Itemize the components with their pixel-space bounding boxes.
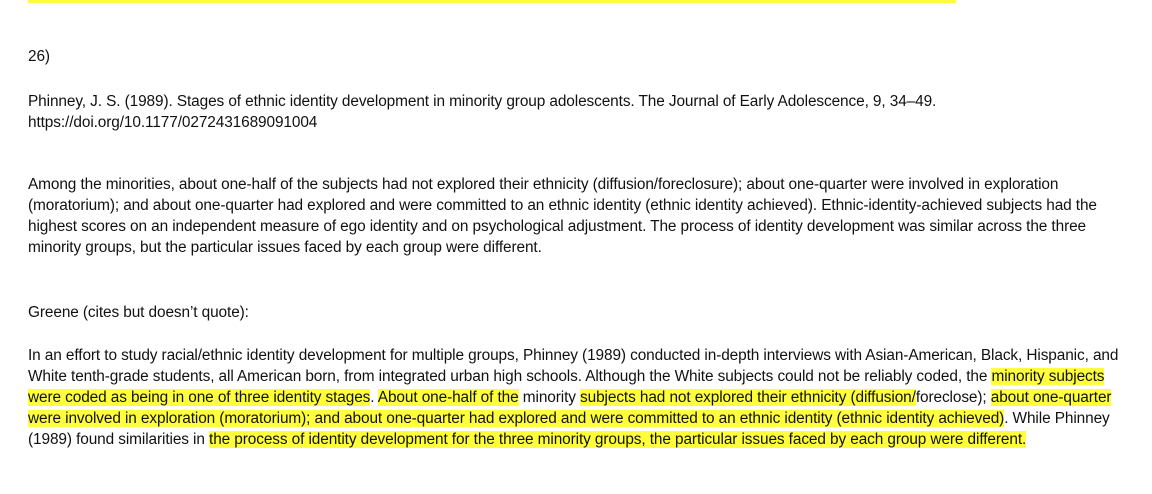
highlighted-segment: minority subjects were coded as being in one of three identity stages xyxy=(28,368,1105,406)
text-segment: minority xyxy=(518,389,581,406)
reference-citation xyxy=(28,91,1128,133)
text-segment: In an effort to study racial/ethnic identity development for multiple groups, Phinney (1989) conducted in-depth interviews with Asian-American, Black, Hispanic, and White tenth-grade students, all American born, from integrated urban high schools. Although the White subjects could not be reliably coded, the xyxy=(28,347,1119,385)
highlighted-text-fragment xyxy=(28,0,956,3)
text-segment: . While Phinney (1989) found similarities in xyxy=(28,410,1110,448)
reference-doi: https://doi.org/10.1177/0272431689091004 xyxy=(28,114,318,131)
item-number: 26) xyxy=(28,48,50,65)
highlighted-segment: the process of identity development for the three minority groups, the particular issues faced by each group were different. xyxy=(209,431,1027,448)
greene-paragraph xyxy=(28,345,1128,450)
greene-heading: Greene (cites but doesn’t quote): xyxy=(28,304,249,321)
highlighted-segment: subjects had not explored their ethnicity (diffusion/ xyxy=(580,389,916,406)
highlighted-segment: About one-half of the xyxy=(377,389,519,406)
text-segment: foreclose); xyxy=(915,389,991,406)
reference-line: Phinney, J. S. (1989). Stages of ethnic identity development in minority group adolescents. The Journal of Early Adolescence, 9, 34–49. xyxy=(28,93,937,110)
abstract-paragraph: Among the minorities, about one-half of the subjects had not explored their ethnicity (diffusion/foreclosure); about one-quarter were involved in exploration (moratorium); and about one-quarter had explored and were committed to an ethnic identity (ethnic identity achieved). Ethnic-identity-achieved subjects had the highest scores on an independent measure of ego identity and on psychological adjustment. The process of identity development was similar across the three minority groups, but the particular issues faced by each group were different. xyxy=(28,176,1097,256)
text-segment: . xyxy=(370,389,378,406)
highlighted-segment: about one-quarter were involved in exploration (moratorium); and about one-quarter had explored and were committed to an ethnic identity (ethnic identity achieved) xyxy=(28,389,1112,427)
